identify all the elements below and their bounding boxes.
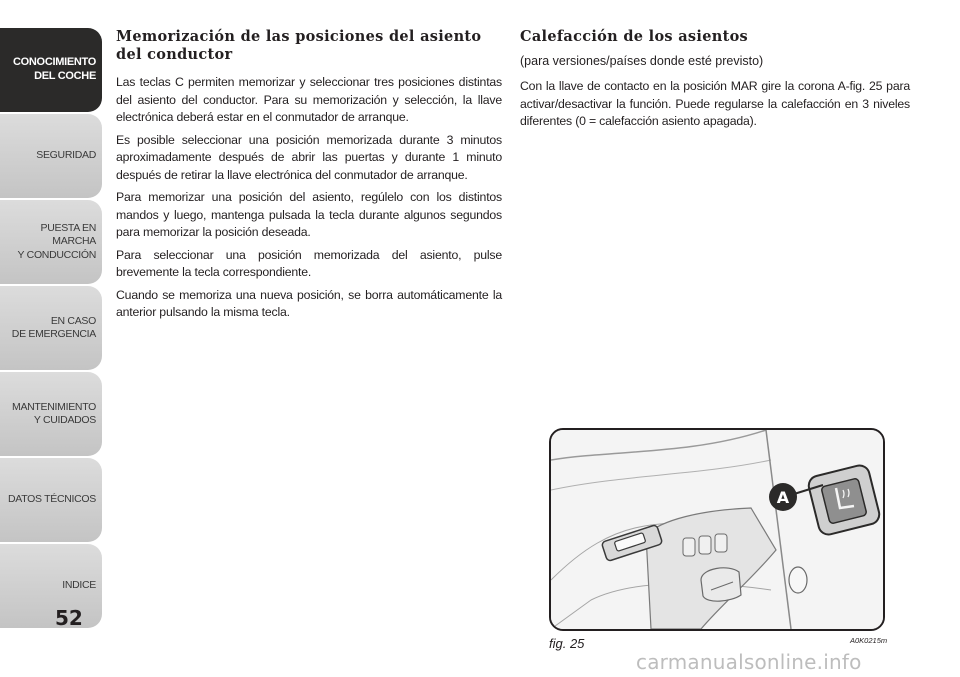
- paragraph: Las teclas C permiten memorizar y seleccionar tres posiciones distintas del asiento del conductor. Para su memorización y selección, la llave electrónica deberá estar en el conmutador de arranque.: [116, 75, 502, 124]
- tab-label: INDICE: [62, 579, 96, 592]
- tab-label: PUESTA EN MARCHA Y CONDUCCIÓN: [17, 222, 96, 261]
- paragraph: Cuando se memoriza una nueva posición, se borra automáticamente la anterior pulsando la misma tecla.: [116, 287, 502, 319]
- seat-console-illustration: [551, 430, 883, 629]
- figure-seat-heating-control: [549, 428, 885, 631]
- paragraph: Es posible seleccionar una posición memorizada durante 3 minutos aproximadamente después de abrir las puertas y durante 1 minuto después de retirar la llave electrónica del conmutador de arranque.: [116, 132, 502, 182]
- section-subtitle: (para versiones/países donde esté previsto): [520, 54, 764, 68]
- tab-conocimiento-del-coche[interactable]: [0, 28, 102, 112]
- section-heading: Calefacción de los asientos: [520, 28, 748, 45]
- tab-datos-tecnicos[interactable]: [0, 458, 102, 542]
- tab-puesta-en-marcha[interactable]: [0, 200, 102, 284]
- paragraph: Para seleccionar una posición memorizada del asiento, pulse brevemente la tecla correspondiente.: [116, 247, 502, 279]
- tab-mantenimiento[interactable]: [0, 372, 102, 456]
- paragraph: Para memorizar una posición del asiento, regúlelo con los distintos mandos y luego, mantenga pulsada la tecla durante algunos segundos para memorizar la posición deseada.: [116, 190, 502, 239]
- tab-indice[interactable]: [0, 544, 102, 628]
- tab-label: DATOS TÉCNICOS: [8, 493, 96, 506]
- tab-label: EN CASO DE EMERGENCIA: [11, 314, 96, 340]
- tab-label: SEGURIDAD: [36, 149, 96, 162]
- memory-seat-section: [116, 28, 502, 327]
- callout-a-label: A: [776, 488, 790, 507]
- figure-caption: fig. 25: [549, 636, 585, 651]
- tab-en-caso-de-emergencia[interactable]: [0, 286, 102, 370]
- page-number: 52: [55, 606, 83, 630]
- seat-heating-section: [520, 28, 910, 136]
- tab-label: MANTENIMIENTO Y CUIDADOS: [12, 400, 96, 426]
- figure-code: A0K0215m: [850, 636, 888, 645]
- section-heading: Memorización de las posiciones del asiento del conductor: [116, 28, 482, 63]
- watermark: carmanualsonline.info: [636, 650, 862, 674]
- knob-icon: [789, 567, 807, 593]
- paragraph: Con la llave de contacto en la posición MAR gire la corona A-fig. 25 para activar/desactivar la función. Puede regularse la calefacción en 3 niveles diferentes (0 = calefacción asiento apagada).: [520, 79, 910, 128]
- tab-label: CONOCIMIENTO DEL COCHE: [13, 56, 96, 82]
- tab-seguridad[interactable]: [0, 114, 102, 198]
- chapter-tabs: [0, 28, 102, 630]
